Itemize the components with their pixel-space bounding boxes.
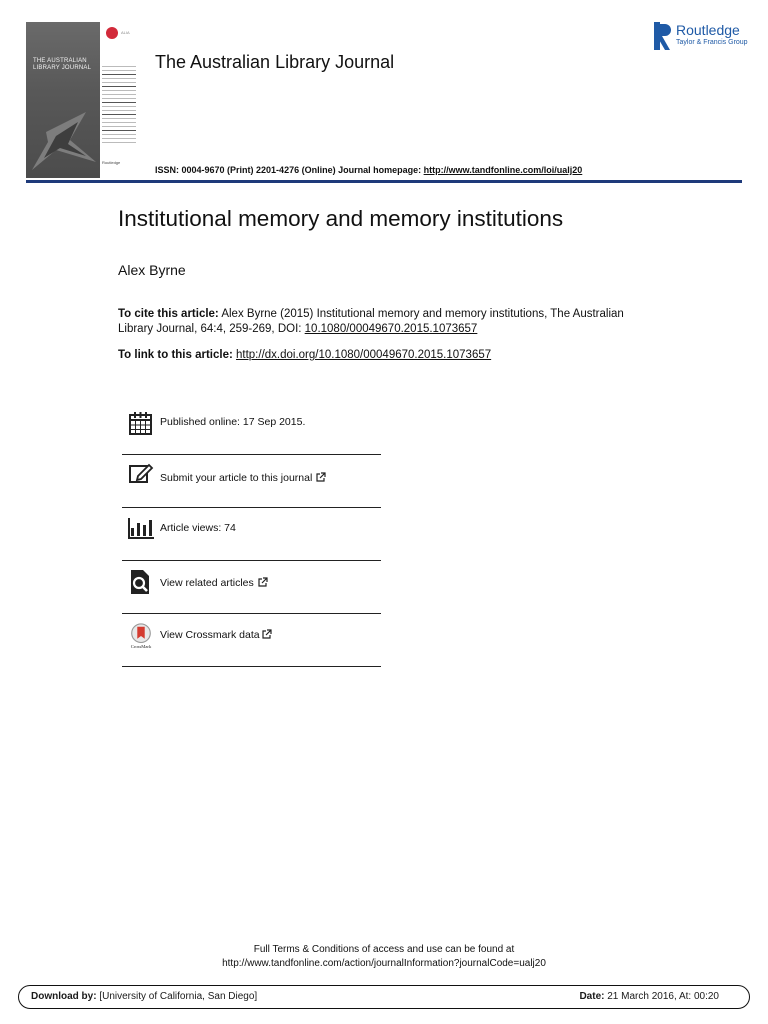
- external-link-icon: [258, 577, 268, 587]
- related-articles-item[interactable]: [122, 561, 381, 614]
- publisher-name: Routledge: [676, 22, 740, 38]
- download-by: [31, 991, 257, 1002]
- article-author: Alex Byrne: [118, 262, 186, 278]
- download-date-value: 21 March 2016, At: 00:20: [604, 991, 719, 1002]
- crossmark-label: View Crossmark data: [160, 629, 260, 641]
- bar-chart-icon: [128, 514, 154, 540]
- related-articles-link[interactable]: [160, 577, 268, 589]
- cover-title: THE AUSTRALIAN LIBRARY JOURNAL: [33, 58, 92, 71]
- publisher-logo[interactable]: [654, 20, 754, 52]
- cover-star-graphic: [26, 92, 100, 178]
- header-divider: [26, 180, 742, 183]
- journal-homepage-link[interactable]: http://www.tandfonline.com/loi/ualj20: [423, 165, 583, 175]
- issn-line: [155, 165, 582, 175]
- terms-url[interactable]: http://www.tandfonline.com/action/journalInformation?journalCode=ualj20: [222, 958, 546, 969]
- calendar-icon: [128, 410, 154, 436]
- cover-contents-lines: [102, 66, 136, 146]
- download-by-label: Download by:: [31, 991, 97, 1002]
- link-label: To link to this article:: [118, 349, 236, 361]
- published-online-item: [122, 404, 381, 455]
- download-date: [579, 991, 719, 1002]
- cover-publisher-mark: Routledge: [102, 160, 121, 165]
- download-by-value: [University of California, San Diego]: [96, 991, 258, 1002]
- submit-article-label: Submit your article to this journal: [160, 472, 313, 484]
- submit-article-item[interactable]: [122, 455, 381, 508]
- cite-text: Alex Byrne (2015) Institutional memory and memory institutions, The Australian Library Journal, 64:4, 259-269, DOI:: [118, 308, 624, 335]
- publisher-subtitle: Taylor & Francis Group: [676, 39, 748, 46]
- crossmark-link[interactable]: [160, 629, 272, 641]
- journal-cover-thumbnail: [26, 22, 136, 178]
- journal-title: The Australian Library Journal: [155, 52, 395, 72]
- submit-article-link[interactable]: [160, 472, 326, 484]
- doi-link[interactable]: 10.1080/00049670.2015.1073657: [304, 323, 478, 335]
- issn-text: ISSN: 0004-9670 (Print) 2201-4276 (Online) Journal homepage:: [155, 165, 424, 175]
- related-search-icon: [128, 569, 154, 595]
- external-link-icon: [316, 472, 326, 482]
- article-link-block: [118, 348, 638, 363]
- terms-notice: [0, 943, 768, 971]
- article-views-item: [122, 508, 381, 561]
- crossmark-item[interactable]: [122, 614, 381, 667]
- terms-line-1: Full Terms & Conditions of access and use can be found at: [253, 944, 515, 955]
- alia-logo-icon: [106, 27, 118, 39]
- cite-label: To cite this article:: [118, 308, 219, 320]
- cover-artwork: [26, 22, 100, 178]
- download-date-label: Date:: [579, 991, 605, 1002]
- crossmark-icon-label: CrossMark: [130, 645, 152, 649]
- download-info-bar: [18, 985, 750, 1009]
- crossmark-icon: [128, 623, 154, 649]
- citation-block: [118, 307, 638, 337]
- external-link-icon: [262, 629, 272, 639]
- alia-label: ALIA: [121, 30, 130, 35]
- divider: [122, 666, 381, 667]
- edit-icon: [128, 461, 154, 487]
- article-views-text: Article views: 74: [160, 522, 236, 534]
- published-online-text: Published online: 17 Sep 2015.: [160, 416, 306, 428]
- article-title: Institutional memory and memory institutions: [118, 206, 564, 231]
- related-articles-label: View related articles: [160, 577, 254, 589]
- routledge-r-icon: [654, 22, 672, 50]
- article-url-link[interactable]: http://dx.doi.org/10.1080/00049670.2015.1073657: [236, 349, 492, 361]
